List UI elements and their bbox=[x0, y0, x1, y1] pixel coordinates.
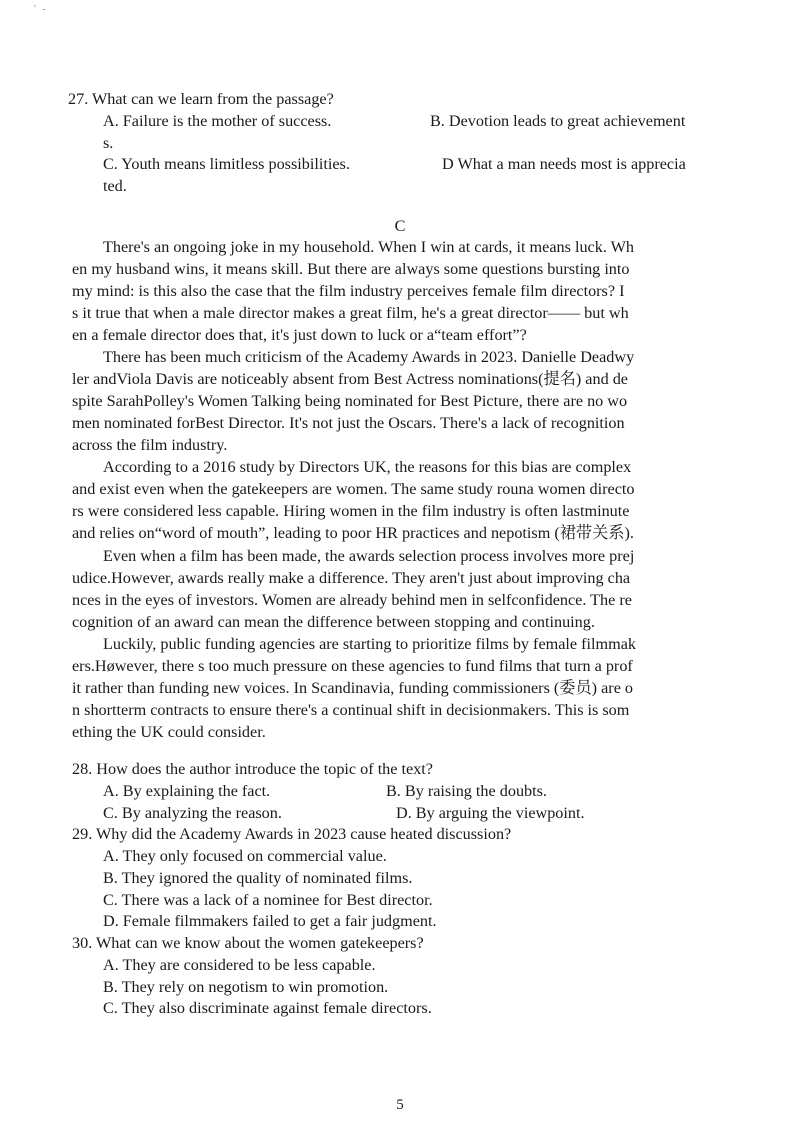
q29-option-c: C. There was a lack of a nominee for Best director. bbox=[103, 891, 433, 909]
q29-option-b: B. They ignored the quality of nominated films. bbox=[103, 869, 413, 887]
passage-line: en my husband wins, it means skill. But there are always some questions bursting into bbox=[72, 260, 630, 278]
q28-option-c: C. By analyzing the reason. bbox=[103, 804, 282, 822]
q29-stem: 29. Why did the Academy Awards in 2023 cause heated discussion? bbox=[72, 825, 512, 843]
passage-line: nces in the eyes of investors. Women are already behind men in selfconfidence. The re bbox=[72, 591, 632, 609]
q27-option-d-wrap: ted. bbox=[103, 177, 127, 195]
q30-option-b: B. They rely on negotism to win promotion. bbox=[103, 978, 389, 996]
passage-line: ers.Høwever, there s too much pressure on these agencies to fund films that turn a prof bbox=[72, 657, 633, 675]
q27-option-c: C. Youth means limitless possibilities. bbox=[103, 155, 350, 173]
passage-line: across the film industry. bbox=[72, 436, 228, 454]
q29-option-a: A. They only focused on commercial value. bbox=[103, 847, 387, 865]
q27-option-d: D What a man needs most is apprecia bbox=[442, 155, 686, 173]
q27-option-b: B. Devotion leads to great achievement bbox=[430, 112, 686, 130]
passage-line: udice.However, awards really make a difference. They aren't just about improving cha bbox=[72, 569, 631, 587]
passage-line: There has been much criticism of the Academy Awards in 2023. Danielle Deadwy bbox=[103, 348, 635, 366]
passage-line: ething the UK could consider. bbox=[72, 723, 266, 741]
passage-line: Even when a film has been made, the awards selection process involves more prej bbox=[103, 547, 635, 565]
passage-line: my mind: is this also the case that the film industry perceives female film directors? I bbox=[72, 282, 625, 300]
section-letter-c: C bbox=[394, 217, 406, 235]
passage-line: There's an ongoing joke in my household. When I win at cards, it means luck. Wh bbox=[103, 238, 634, 256]
top-scan-mark: ' - bbox=[34, 4, 48, 15]
passage-line: rs were considered less capable. Hiring women in the film industry is often lastminute bbox=[72, 502, 630, 520]
q27-stem: 27. What can we learn from the passage? bbox=[68, 90, 334, 108]
passage-line: cognition of an award can mean the difference between stopping and continuing. bbox=[72, 613, 595, 631]
q28-option-a: A. By explaining the fact. bbox=[103, 782, 271, 800]
q29-option-d: D. Female filmmakers failed to get a fair judgment. bbox=[103, 912, 437, 930]
passage-line: it rather than funding new voices. In Scandinavia, funding commissioners (委员) are o bbox=[72, 679, 634, 697]
passage-line: n shortterm contracts to ensure there's a continual shift in decisionmakers. This is som bbox=[72, 701, 630, 719]
q30-stem: 30. What can we know about the women gatekeepers? bbox=[72, 934, 424, 952]
passage-line: and exist even when the gatekeepers are women. The same study rouna women directo bbox=[72, 480, 635, 498]
passage-line: and relies on“word of mouth”, leading to poor HR practices and nepotism (裙带关系). bbox=[72, 524, 634, 542]
page-number: 5 bbox=[396, 1097, 404, 1113]
q28-option-b: B. By raising the doubts. bbox=[386, 782, 547, 800]
q28-stem: 28. How does the author introduce the topic of the text? bbox=[72, 760, 433, 778]
q30-option-a: A. They are considered to be less capable. bbox=[103, 956, 376, 974]
q27-option-a: A. Failure is the mother of success. bbox=[103, 112, 332, 130]
passage-line: men nominated forBest Director. It's not just the Oscars. There's a lack of recognition bbox=[72, 414, 625, 432]
q28-option-d: D. By arguing the viewpoint. bbox=[396, 804, 585, 822]
q27-option-b-wrap: s. bbox=[103, 134, 114, 152]
passage-line: spite SarahPolley's Women Talking being nominated for Best Picture, there are no wo bbox=[72, 392, 628, 410]
passage-line: According to a 2016 study by Directors UK, the reasons for this bias are complex bbox=[103, 458, 632, 476]
passage-line: en a female director does that, it's just down to luck or a“team effort”? bbox=[72, 326, 527, 344]
q30-option-c: C. They also discriminate against female directors. bbox=[103, 999, 432, 1017]
passage-line: ler andViola Davis are noticeably absent from Best Actress nominations(提名) and de bbox=[72, 370, 628, 388]
passage-line: s it true that when a male director makes a great film, he's a great director—— but wh bbox=[72, 304, 629, 322]
passage-line: Luckily, public funding agencies are starting to prioritize films by female filmmak bbox=[103, 635, 636, 653]
